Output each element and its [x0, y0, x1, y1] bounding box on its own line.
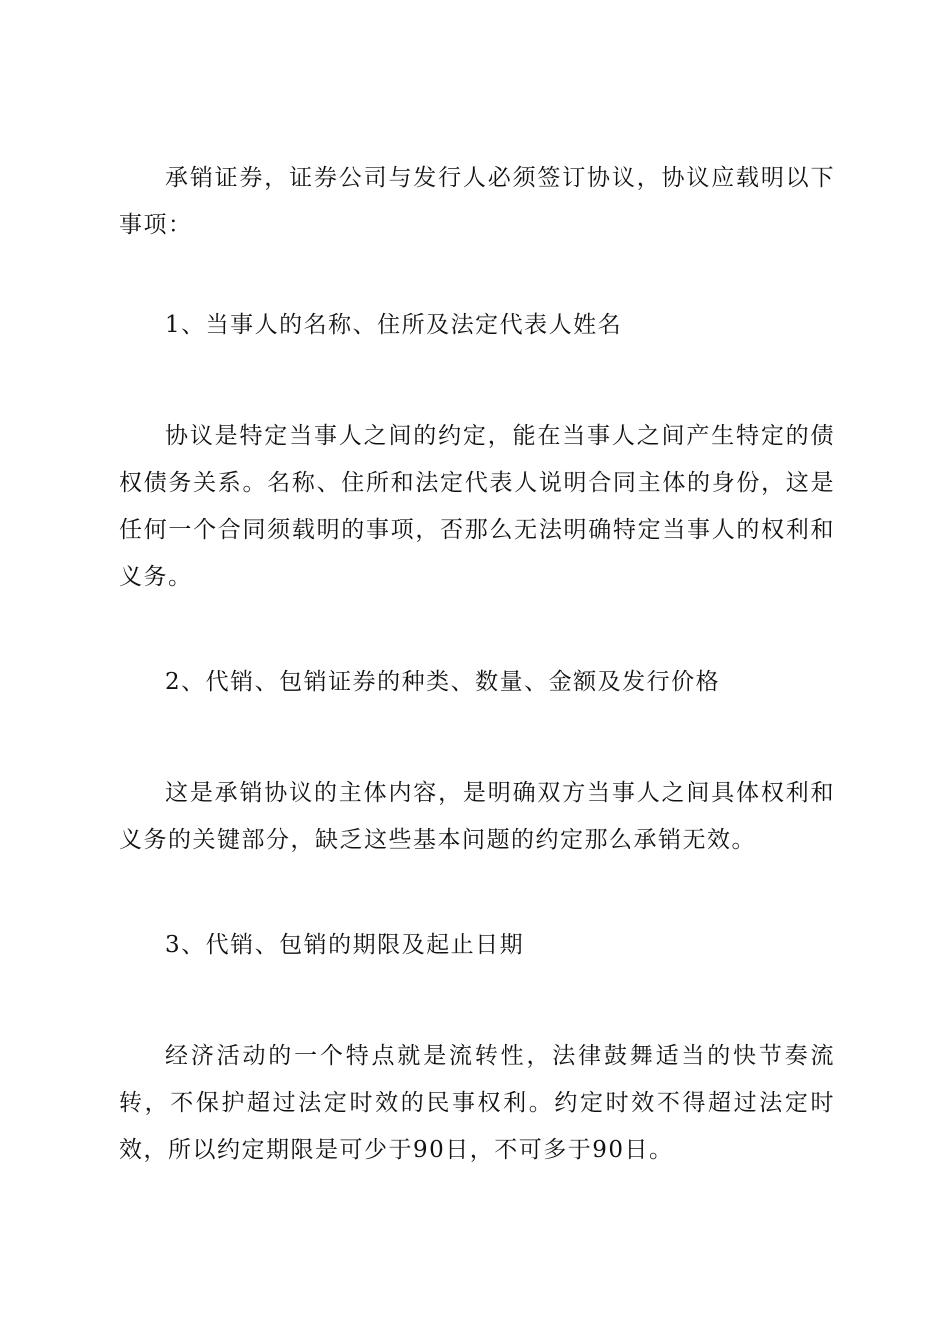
section-3-heading: 3、代销、包销的期限及起止日期 — [165, 932, 525, 958]
section-2-heading: 2、代销、包销证券的种类、数量、金额及发行价格 — [165, 669, 721, 695]
section-2-paragraph: 这是承销协议的主体内容，是明确双方当事人之间具体权利和义务的关键部分，缺乏这些基本问题的约定那么承销无效。 — [119, 780, 835, 853]
intro-paragraph: 承销证券，证券公司与发行人必须签订协议，协议应载明以下事项： — [119, 165, 835, 238]
section-3-paragraph: 经济活动的一个特点就是流转性，法律鼓舞适当的快节奏流转，不保护超过法定时效的民事权利。约定时效不得超过法定时效，所以约定期限是可少于90日，不可多于90日。 — [119, 1043, 835, 1163]
section-1-heading: 1、当事人的名称、住所及法定代表人姓名 — [165, 312, 623, 338]
document-body — [119, 155, 835, 1174]
section-1-paragraph: 协议是特定当事人之间的约定，能在当事人之间产生特定的债权债务关系。名称、住所和法定代表人说明合同主体的身份，这是任何一个合同须载明的事项，否那么无法明确特定当事人的权利和义务。 — [119, 423, 835, 590]
